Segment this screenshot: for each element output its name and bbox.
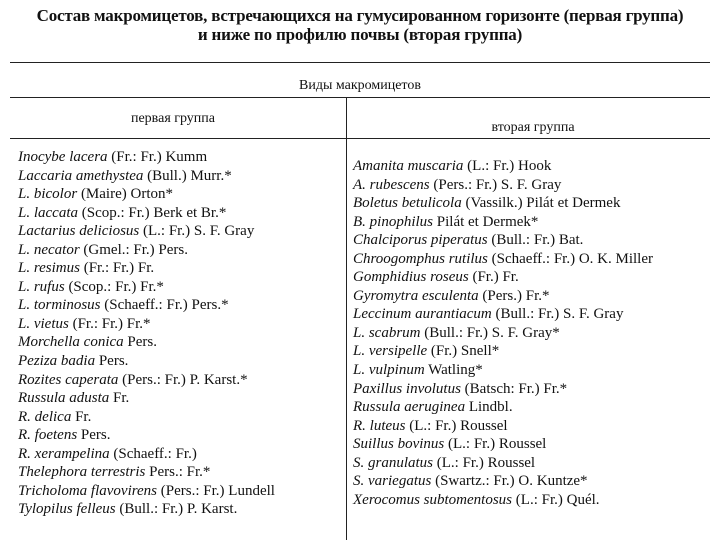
species-author: (Swartz.: Fr.) O. Kuntze* <box>431 473 588 490</box>
species-name: Gyromytra esculenta <box>353 287 479 304</box>
species-name: L. vulpinum <box>353 362 425 379</box>
species-entry <box>353 194 653 213</box>
header-rule <box>10 97 710 98</box>
species-name: L. vietus <box>18 315 69 332</box>
species-name: Paxillus involutus <box>353 380 461 397</box>
species-author: (L.: Fr.) Roussel <box>444 436 547 453</box>
species-author: (Bull.: Fr.) Bat. <box>487 232 584 249</box>
species-author: (Pers.) Fr.* <box>478 287 550 304</box>
species-entry <box>353 176 653 195</box>
species-entry <box>18 167 275 186</box>
species-author: Pers.: Fr.* <box>145 464 211 481</box>
species-entry <box>353 231 653 250</box>
species-name: L. bicolor <box>18 186 78 203</box>
table-title <box>0 6 720 44</box>
species-entry <box>18 463 275 482</box>
subheader-rule <box>10 138 710 139</box>
species-entry <box>353 380 653 399</box>
species-author: (L.: Fr.) Roussel <box>405 417 508 434</box>
species-name: Leccinum aurantiacum <box>353 306 492 323</box>
species-author: (L.: Fr.) S. F. Gray <box>139 223 255 240</box>
species-author: (Fr.) Snell* <box>427 343 500 360</box>
species-name: Morchella conica <box>18 334 124 351</box>
column-divider <box>346 97 347 540</box>
species-entry <box>353 342 653 361</box>
species-author: (Bull.: Fr.) S. F. Gray <box>491 306 624 323</box>
species-entry <box>18 296 275 315</box>
species-author: (Pers.: Fr.) Lundell <box>157 482 275 499</box>
species-author: (Pers.: Fr.) P. Karst.* <box>118 371 248 388</box>
species-name: L. torminosus <box>18 297 101 314</box>
species-name: L. rufus <box>18 278 65 295</box>
species-name: Xerocomus subtomentosus <box>353 491 513 508</box>
species-name: Inocybe lacera <box>18 149 108 165</box>
species-entry <box>353 472 653 491</box>
species-entry <box>353 250 653 269</box>
species-author: (Bull.) Murr.* <box>143 167 232 184</box>
species-name: Tylopilus felleus <box>18 501 116 518</box>
species-name: Russula adusta <box>18 390 110 407</box>
species-author: Pilát et Dermek* <box>433 213 539 230</box>
species-name: Amanita muscaria <box>353 158 464 174</box>
species-author: Pers. <box>95 353 129 370</box>
species-entry <box>18 389 275 408</box>
species-author: Pers. <box>77 427 111 444</box>
species-author: (Scop.: Fr.) Fr.* <box>64 278 164 295</box>
species-entry <box>353 268 653 287</box>
col2-species-list <box>353 157 653 509</box>
species-entry <box>18 315 275 334</box>
species-author: (Schaeff.: Fr.) O. K. Miller <box>487 250 654 267</box>
species-author: (Scop.: Fr.) Berk et Br.* <box>78 204 227 221</box>
species-author: Fr. <box>71 408 92 425</box>
species-name: Laccaria amethystea <box>18 167 144 184</box>
species-author: (Fr.: Fr.) Fr. <box>79 260 155 277</box>
species-name: B. pinophilus <box>353 213 434 230</box>
species-author: (Maire) Orton* <box>77 186 173 203</box>
col1-species-list <box>18 148 275 519</box>
species-author: Pers. <box>123 334 158 351</box>
species-author: (Fr.: Fr.) Fr.* <box>68 315 151 332</box>
species-author: (Fr.: Fr.) Kumm <box>107 149 208 165</box>
table-header: Виды макромицетов <box>299 78 421 93</box>
top-rule <box>10 62 710 63</box>
species-name: Russula aeruginea <box>353 399 466 416</box>
title-line-1: Состав макромицетов, встречающихся на гумусированном горизонте (первая группа) <box>36 6 684 25</box>
title-line-2: и ниже по профилю почвы (вторая группа) <box>197 25 523 44</box>
species-name: Chroogomphus rutilus <box>353 250 488 267</box>
species-entry <box>353 324 653 343</box>
col1-header: первая группа <box>130 111 216 126</box>
species-name: Suillus bovinus <box>353 436 445 453</box>
species-name: L. scabrum <box>353 324 421 341</box>
species-entry <box>18 352 275 371</box>
species-entry <box>18 408 275 427</box>
species-entry <box>353 398 653 417</box>
species-author: (Bull.: Fr.) S. F. Gray* <box>420 324 560 341</box>
species-author: (L.: Fr.) Roussel <box>433 454 536 471</box>
species-entry <box>353 454 653 473</box>
species-name: Rozites caperata <box>18 371 119 388</box>
species-name: R. xerampelina <box>18 445 110 462</box>
species-entry <box>18 241 275 260</box>
species-author: Fr. <box>109 390 130 407</box>
species-name: A. rubescens <box>353 176 430 193</box>
species-author: (Bull.: Fr.) P. Karst. <box>115 501 238 518</box>
species-author: (L.: Fr.) Quél. <box>512 491 600 508</box>
species-entry <box>18 333 275 352</box>
species-entry <box>353 417 653 436</box>
species-entry <box>18 445 275 464</box>
species-name: Lactarius deliciosus <box>18 223 140 240</box>
species-name: Boletus betulicola <box>353 195 462 212</box>
species-entry <box>353 305 653 324</box>
species-name: S. granulatus <box>353 454 434 471</box>
species-name: Tricholoma flavovirens <box>18 482 158 499</box>
species-name: Thelephora terrestris <box>18 464 146 481</box>
species-entry <box>353 213 653 232</box>
species-entry <box>18 500 275 519</box>
species-author: (Fr.) Fr. <box>468 269 519 286</box>
species-name: Chalciporus piperatus <box>353 232 488 249</box>
species-author: (Vassilk.) Pilát et Dermek <box>461 195 621 212</box>
species-author: (Schaeff.: Fr.) Pers.* <box>100 297 229 314</box>
species-entry <box>18 259 275 278</box>
species-author: (Pers.: Fr.) S. F. Gray <box>429 176 562 193</box>
species-author: (Batsch: Fr.) Fr.* <box>460 380 568 397</box>
species-entry <box>18 222 275 241</box>
species-entry <box>353 361 653 380</box>
species-entry <box>353 287 653 306</box>
species-entry <box>18 204 275 223</box>
species-author: (Gmel.: Fr.) Pers. <box>79 241 188 258</box>
species-author: Lindbl. <box>465 399 513 416</box>
species-name: Gomphidius roseus <box>353 269 469 286</box>
species-name: L. resimus <box>18 260 80 277</box>
species-author: Watling* <box>424 362 483 379</box>
species-name: Peziza badia <box>18 353 96 370</box>
species-name: L. necator <box>18 241 80 258</box>
species-name: R. foetens <box>18 427 78 444</box>
species-name: R. delica <box>18 408 72 425</box>
species-entry <box>353 157 653 176</box>
species-entry <box>18 278 275 297</box>
species-entry <box>353 491 653 510</box>
species-name: S. variegatus <box>353 473 432 490</box>
species-entry <box>18 482 275 501</box>
species-entry <box>353 435 653 454</box>
species-author: (L.: Fr.) Hook <box>463 158 552 174</box>
species-name: R. luteus <box>353 417 406 434</box>
species-entry <box>18 185 275 204</box>
species-entry <box>18 426 275 445</box>
species-name: L. versipelle <box>353 343 428 360</box>
col2-header: вторая группа <box>491 120 575 135</box>
species-entry <box>18 371 275 390</box>
species-author: (Schaeff.: Fr.) <box>109 445 197 462</box>
species-entry <box>18 148 275 167</box>
species-name: L. laccata <box>18 204 78 221</box>
